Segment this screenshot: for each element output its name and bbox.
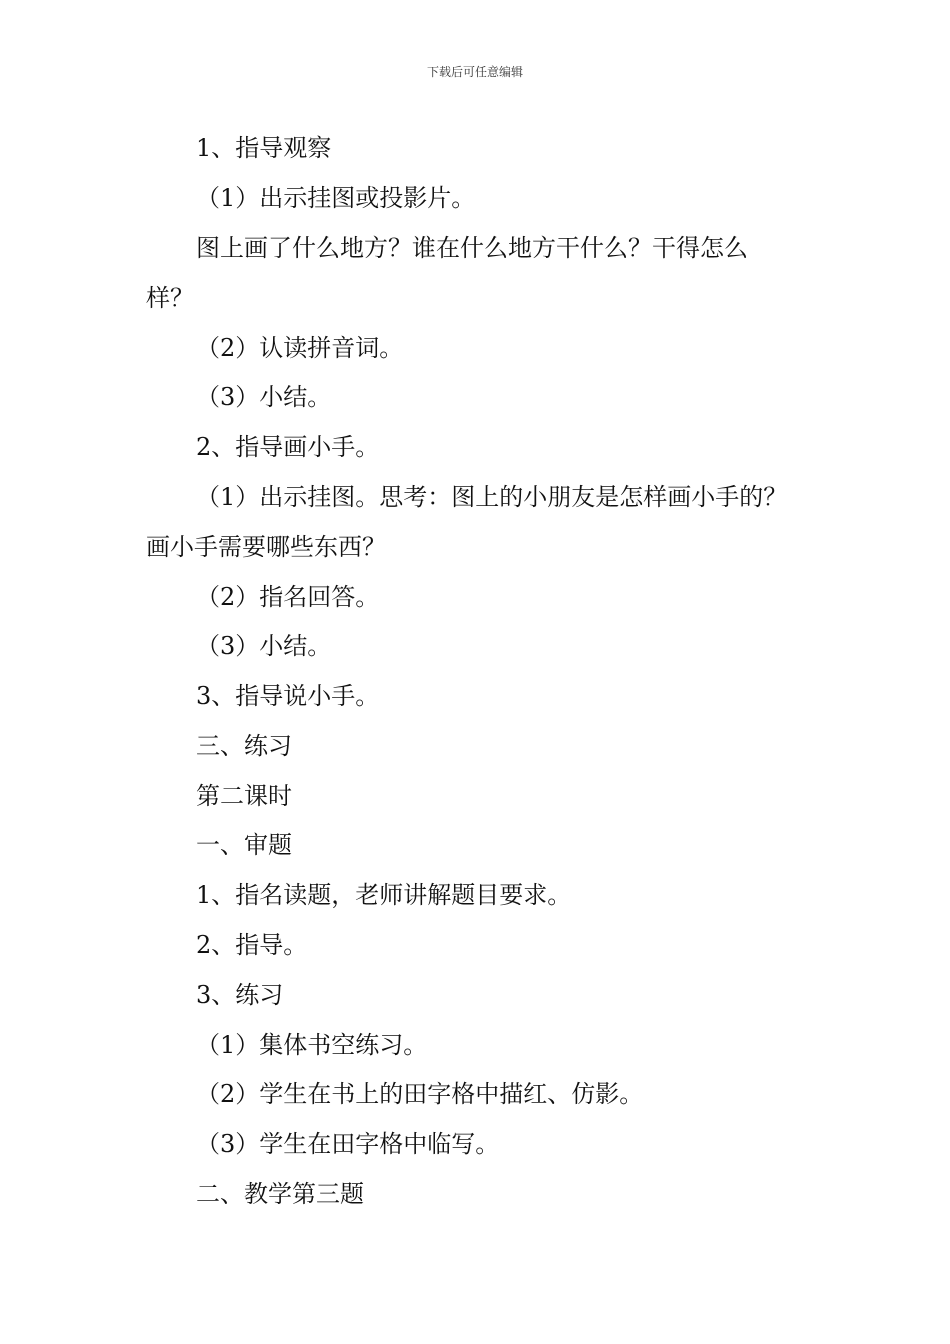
text-line: 画小手需要哪些东西？ — [146, 533, 386, 561]
text-line: 图上画了什么地方？谁在什么地方干什么？干得怎么 — [196, 234, 748, 262]
text-line: （2）认读拼音词。 — [196, 334, 404, 362]
text-line: （3）小结。 — [196, 632, 332, 660]
text-line: （2）指名回答。 — [196, 583, 380, 611]
text-line: （3）学生在田字格中临写。 — [196, 1130, 500, 1158]
text-line: 1、指名读题，老师讲解题目要求。 — [196, 881, 572, 909]
text-line: （1）出示挂图。思考：图上的小朋友是怎样画小手的？ — [196, 483, 788, 511]
text-line: 三、练习 — [196, 732, 292, 760]
text-line: 2、指导画小手。 — [196, 433, 380, 461]
text-line: 3、练习 — [196, 981, 284, 1009]
text-line: （2）学生在书上的田字格中描红、仿影。 — [196, 1080, 644, 1108]
text-line: 样？ — [146, 284, 194, 312]
page-header: 下载后可任意编辑 — [426, 65, 523, 79]
text-line: 2、指导。 — [196, 931, 308, 959]
text-line: 一、审题 — [196, 831, 292, 859]
text-line: 1、指导观察 — [196, 134, 332, 162]
text-line: 3、指导说小手。 — [196, 682, 380, 710]
text-line: 二、教学第三题 — [196, 1180, 364, 1208]
text-line: 第二课时 — [196, 782, 292, 810]
text-line: （1）出示挂图或投影片。 — [196, 184, 476, 212]
text-line: （1）集体书空练习。 — [196, 1031, 428, 1059]
text-line: （3）小结。 — [196, 383, 332, 411]
